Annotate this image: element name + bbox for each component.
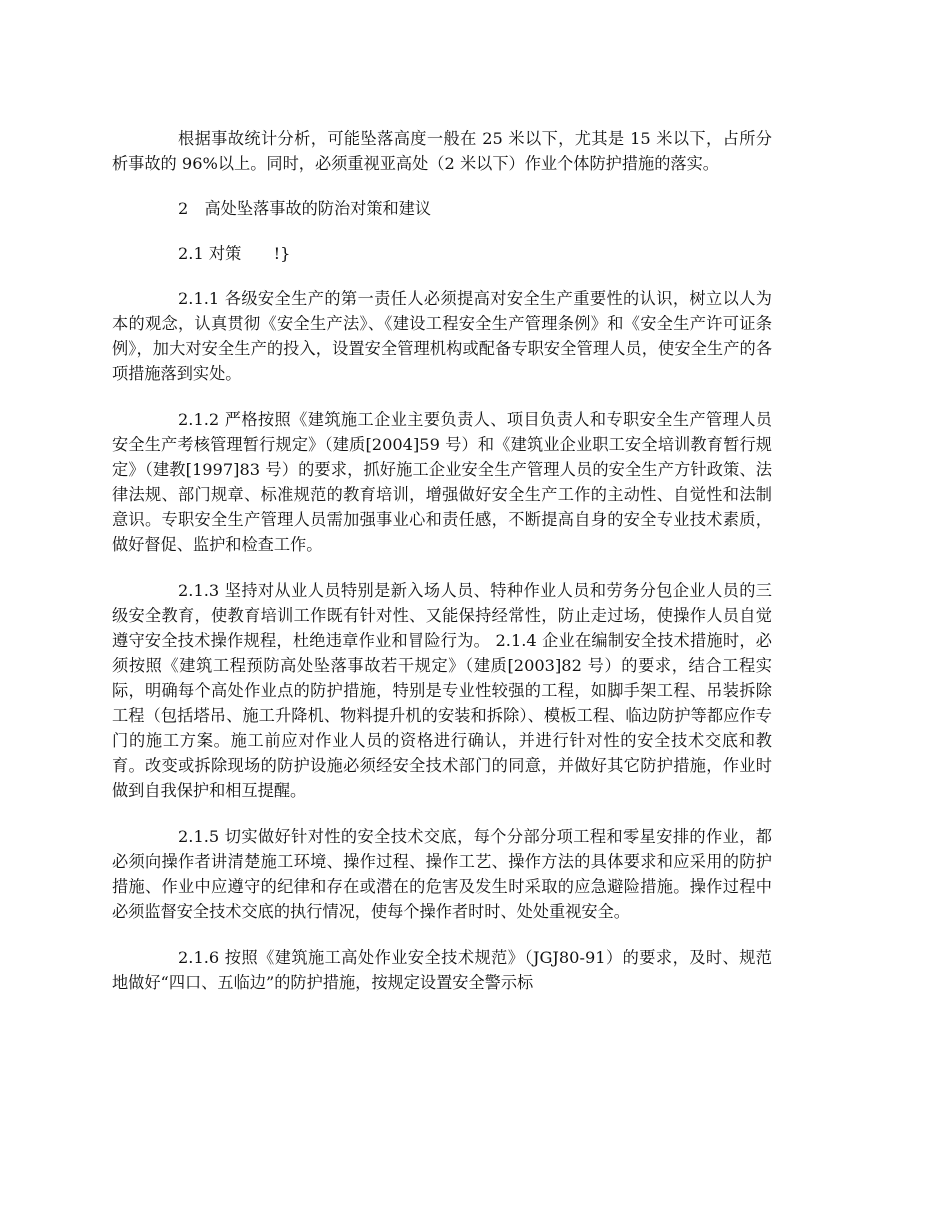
section-heading-2: 2 高处坠落事故的防治对策和建议 — [178, 199, 432, 218]
paragraph-fall-statistics: 根据事故统计分析，可能坠落高度一般在 25 米以下，尤其是 15 米以下，占所分析事故的 96%以上。同时，必须重视亚高处（2 米以下）作业个体防护措施的落实。 — [112, 129, 772, 173]
paragraph-2-1-2: 2.1.2 严格按照《建筑施工企业主要负责人、项目负责人和专职安全生产管理人员安全生产考核管理暂行规定》（建质[2004]59 号）和《建筑业企业职工安全培训教育暂行规定》（建教[1997]83 号）的要求，抓好施工企业安全生产管理人员的安全生产方针政策、法律法规、部门规章、标准规范的教育培训，增强做好安全生产工作的主动性、自觉性和法制意识。专职安全生产管理人员需加强事业心和责任感，不断提高自身的安全专业技术素质，做好督促、监护和检查工作。 — [112, 410, 772, 554]
section-heading-2-1: 2.1 对策 !} — [178, 244, 291, 263]
paragraph-2-1-5: 2.1.5 切实做好针对性的安全技术交底，每个分部分项工程和零星安排的作业，都必须向操作者讲清楚施工环境、操作过程、操作工艺、操作方法的具体要求和应采用的防护措施、作业中应遵守的纪律和存在或潜在的危害及发生时采取的应急避险措施。操作过程中必须监督安全技术交底的执行情况，使每个操作者时时、处处重视安全。 — [112, 827, 772, 921]
paragraph-2-1-6: 2.1.6 按照《建筑施工高处作业安全技术规范》（JGJ80-91）的要求，及时、规范地做好“四口、五临边”的防护措施，按规定设置安全警示标 — [112, 948, 772, 992]
paragraph-2-1-1: 2.1.1 各级安全生产的第一责任人必须提高对安全生产重要性的认识，树立以人为本的观念，认真贯彻《安全生产法》、《建设工程安全生产管理条例》和《安全生产许可证条例》，加大对安全生产的投入，设置安全管理机构或配备专职安全管理人员，使安全生产的各项措施落到实处。 — [112, 289, 772, 383]
document-page — [112, 126, 772, 995]
paragraph-2-1-3: 2.1.3 坚持对从业人员特别是新入场人员、特种作业人员和劳务分包企业人员的三级安全教育，使教育培训工作既有针对性、又能保持经常性，防止走过场，使操作人员自觉遵守安全技术操作规程，杜绝违章作业和冒险行为。 2.1.4 企业在编制安全技术措施时，必须按照《建筑工程预防高处坠落事故若干规定》（建质[2003]82 号）的要求，结合工程实际，明确每个高处作业点的防护措施，特别是专业性较强的工程，如脚手架工程、吊装拆除工程（包括塔吊、施工升降机、物料提升机的安装和拆除）、模板工程、临边防护等都应作专门的施工方案。施工前应对作业人员的资格进行确认，并进行针对性的安全技术交底和教育。改变或拆除现场的防护设施必须经安全技术部门的同意，并做好其它防护措施，作业时做到自我保护和相互提醒。 — [112, 581, 772, 800]
